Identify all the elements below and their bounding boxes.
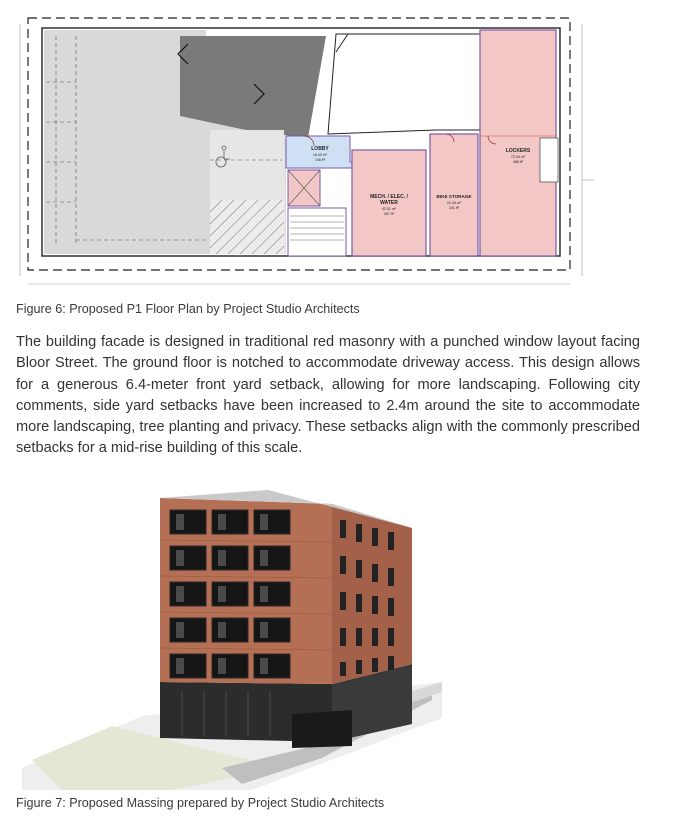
bike-area-m2: 22.45 m²: [446, 201, 462, 205]
lockers-area-ft2: 488 ft²: [512, 160, 524, 164]
bike-storage-label: BIKE STORAGE: [436, 194, 472, 199]
room-lobby: [286, 136, 354, 168]
floor-plan-drawing: [16, 12, 598, 294]
mech-area-ft2: 457 ft²: [383, 212, 395, 216]
figure-7-caption: Figure 7: Proposed Massing prepared by Project Studio Architects: [16, 796, 385, 810]
bike-area-ft2: 241 ft²: [448, 206, 460, 210]
mech-label-line2: WATER: [380, 200, 398, 206]
mech-area-m2: 42.51 m²: [381, 207, 397, 211]
figure-6-caption: Figure 6: Proposed P1 Floor Plan by Project Studio Architects: [16, 302, 360, 316]
lockers-area-m2: 72.34 m²: [510, 155, 526, 159]
lobby-area-ft2: 198 ft²: [314, 158, 326, 162]
mech-label-line1: MECH. / ELEC. /: [370, 194, 408, 200]
lobby-area-m2: 18.40 m²: [312, 153, 328, 157]
body-paragraph: The building facade is designed in traditional red masonry with a punched window layout facing Bloor Street. The ground floor is notched to accommodate driveway access. This design allows for a generous 6.4-meter front yard setback, allowing for more landscaping. Following city comments, side yard setbacks have been increased to 2.4m around the site to accommodate more landscaping, tree planting and privacy. These setbacks align with the commonly prescribed setbacks for a mid-rise building of this scale.: [16, 334, 640, 457]
massing-rendering: [22, 468, 442, 790]
hatched-area: [210, 200, 284, 254]
room-stair: [288, 208, 346, 256]
lockers-label: LOCKERS: [505, 148, 531, 154]
lobby-label: LOBBY: [311, 146, 329, 152]
